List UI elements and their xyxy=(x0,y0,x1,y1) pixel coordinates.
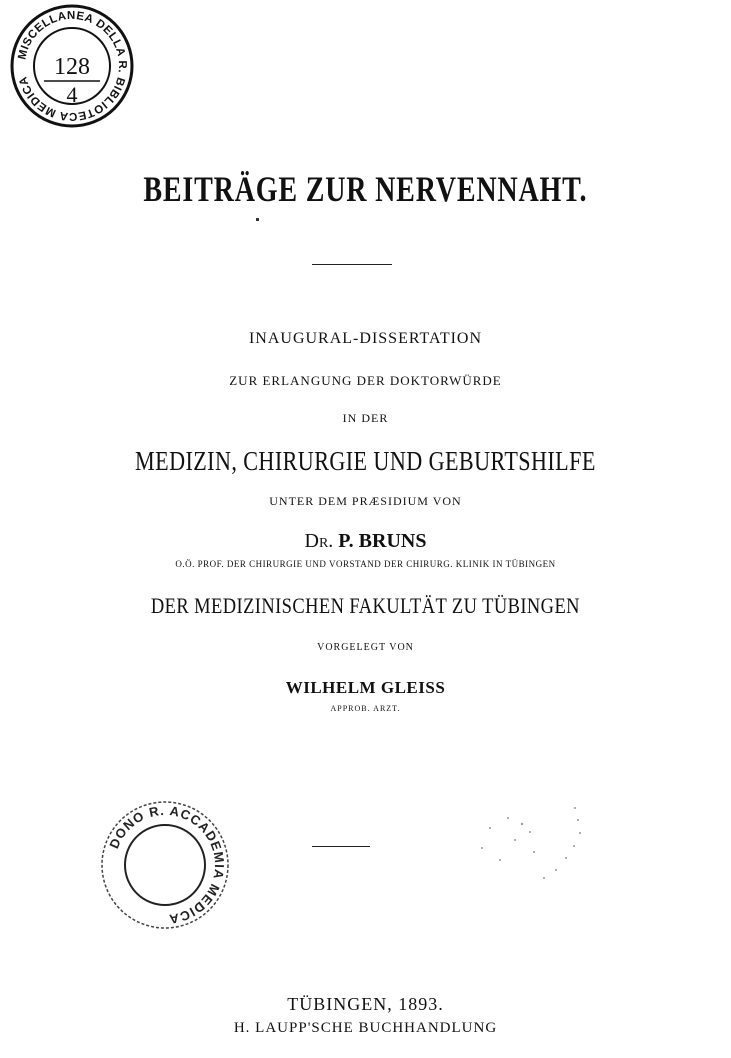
donation-stamp xyxy=(100,800,230,930)
submitted-by: VORGELEGT VON xyxy=(317,642,414,653)
imprint-place-year: TÜBINGEN, 1893. xyxy=(287,994,444,1014)
purpose-line: ZUR ERLANGUNG DER DOKTORWÜRDE xyxy=(229,373,502,388)
presider-title: O.Ö. PROF. DER CHIRURGIE UND VORSTAND DER CHIRURG. KLINIK IN TÜBINGEN xyxy=(175,559,556,569)
divider-rule xyxy=(312,264,392,265)
presider-line xyxy=(0,530,731,553)
bleed-through-marks xyxy=(470,800,585,890)
stray-mark xyxy=(256,218,259,221)
in-der-line: IN DER xyxy=(342,411,389,425)
faculty-line: DER MEDIZINISCHEN FAKULTÄT ZU TÜBINGEN xyxy=(150,593,580,618)
library-stamp xyxy=(8,2,136,130)
fields-line: MEDIZIN, CHIRURGIE UND GEBURTSHILFE xyxy=(135,446,596,476)
donation-ring-text: DONO R. ACCADEMIA MEDICA xyxy=(106,802,228,928)
page-title: BEITRÄGE ZUR NERVENNAHT. xyxy=(143,169,588,209)
divider-rule-2 xyxy=(312,846,370,847)
publisher: H. LAUPP'SCHE BUCHHANDLUNG xyxy=(233,1020,498,1036)
presidium-line: UNTER DEM PRÆSIDIUM VON xyxy=(269,494,462,508)
stamp-ring-text: MISCELLANEA DELLA R. BIBLIOTECA MEDICA xyxy=(16,9,129,123)
stamp-shelf-number: 128 xyxy=(54,54,90,80)
dissertation-label: INAUGURAL-DISSERTATION xyxy=(248,330,483,347)
author-name: WILHELM GLEISS xyxy=(285,678,446,697)
presider-prefix: Dr. xyxy=(304,530,334,552)
stamp-shelf-subnumber: 4 xyxy=(66,82,78,107)
presider-name: P. BRUNS xyxy=(338,530,427,552)
author-title: APPROB. ARZT. xyxy=(330,704,401,713)
